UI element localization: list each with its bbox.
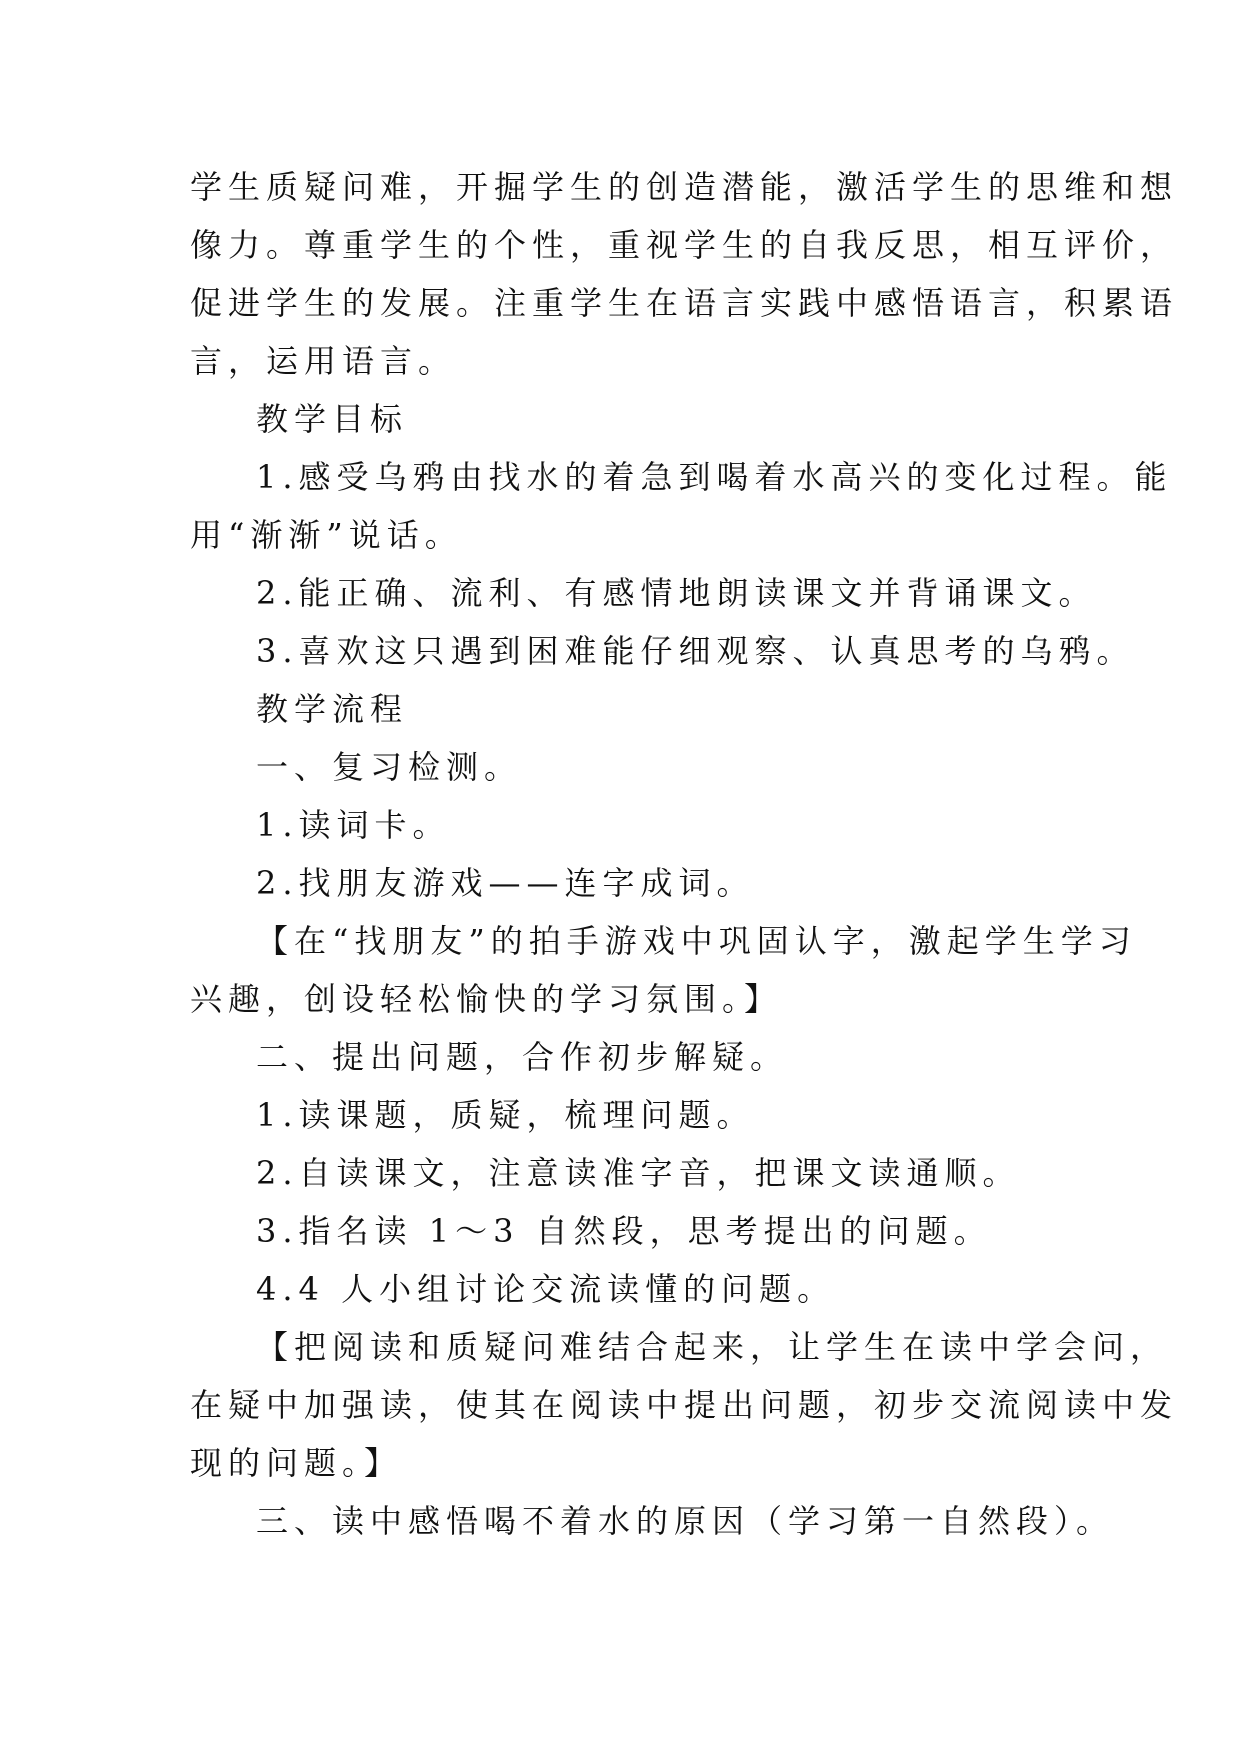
paragraph-line: 兴趣，创设轻松愉快的学习氛围。】 <box>190 980 783 1018</box>
paragraph-line: 现的问题。】 <box>190 1444 403 1482</box>
paragraph-line: 2.能正确、流利、有感情地朗读课文并背诵课文。 <box>256 574 1097 612</box>
paragraph-line: 3.指名读 1～3 自然段，思考提出的问题。 <box>256 1212 992 1250</box>
paragraph-line: 【在“找朋友”的拍手游戏中巩固认字，激起学生学习 <box>256 922 1137 960</box>
paragraph-line: 学生质疑问难，开掘学生的创造潜能，激活学生的思维和想 <box>190 168 1179 206</box>
paragraph-line: 2.找朋友游戏——连字成词。 <box>256 864 755 902</box>
paragraph-line: 一、复习检测。 <box>256 748 523 786</box>
paragraph-line: 1.读课题，质疑，梳理问题。 <box>256 1096 755 1134</box>
paragraph-line: 【把阅读和质疑问难结合起来，让学生在读中学会问， <box>256 1328 1169 1366</box>
paragraph-line: 二、提出问题，合作初步解疑。 <box>256 1038 789 1076</box>
paragraph-line: 3.喜欢这只遇到困难能仔细观察、认真思考的乌鸦。 <box>256 632 1135 670</box>
section-heading-teaching-process: 教学流程 <box>256 690 409 728</box>
document-body <box>190 158 1179 1550</box>
paragraph-line: 1.感受乌鸦由找水的着急到喝着水高兴的变化过程。能 <box>256 458 1173 496</box>
paragraph-line: 像力。尊重学生的个性，重视学生的自我反思，相互评价， <box>190 226 1179 264</box>
section-heading-teaching-goals: 教学目标 <box>256 400 409 438</box>
paragraph-line: 言，运用语言。 <box>190 342 457 380</box>
paragraph-line: 促进学生的发展。注重学生在语言实践中感悟语言，积累语 <box>190 284 1179 322</box>
paragraph-line: 三、读中感悟喝不着水的原因（学习第一自然段）。 <box>256 1502 1115 1540</box>
paragraph-line: 1.读词卡。 <box>256 806 451 844</box>
paragraph-line: 2.自读课文，注意读准字音，把课文读通顺。 <box>256 1154 1021 1192</box>
paragraph-line: 在疑中加强读，使其在阅读中提出问题，初步交流阅读中发 <box>190 1386 1179 1424</box>
paragraph-line: 用“渐渐”说话。 <box>190 516 463 554</box>
paragraph-line: 4.4 人小组讨论交流读懂的问题。 <box>256 1270 836 1308</box>
